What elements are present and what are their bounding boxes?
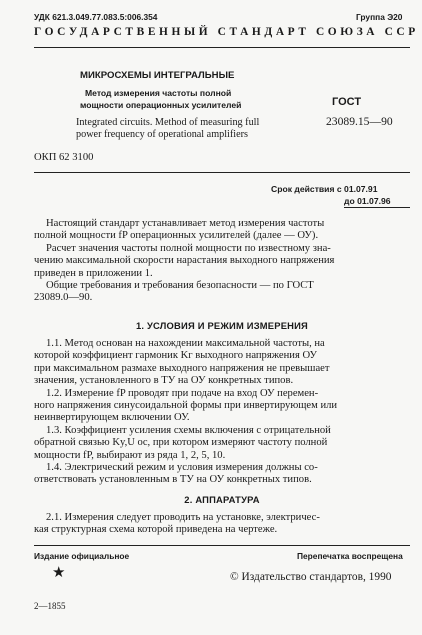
text-line: чению максимальной скорости нарастания выходного напряжения: [34, 255, 335, 267]
text-line: Общие требования и требования безопасности — по ГОСТ: [46, 280, 314, 292]
text-line: полной мощности fP операционных усилителей (далее — ОУ).: [34, 230, 319, 242]
text-line: 1.1. Метод основан на нахождении максимальной частоты, на: [46, 338, 325, 349]
gost-label: ГОСТ: [332, 96, 362, 108]
publisher-copyright: © Издательство стандартов, 1990: [230, 571, 392, 583]
text-line: 23089.0—90.: [34, 292, 93, 304]
text-line: 2.1. Измерения следует проводить на установке, электричес-: [46, 512, 320, 523]
page-code: 2—1855: [34, 601, 66, 611]
reprint-notice: Перепечатка воспрещена: [297, 551, 403, 561]
udk-code: УДК 621.3.049.77.083.5:006.354: [34, 12, 158, 22]
text-line: приведен в приложении 1.: [34, 267, 153, 279]
group-code: Группа Э20: [356, 12, 403, 22]
text-line: Расчет значения частоты полной мощности по известному зна-: [46, 242, 331, 254]
title-ru-sub2: мощности операционных усилителей: [80, 100, 242, 110]
text-line: 1.3. Коэффициент усиления схемы включения с отрицательной: [46, 424, 331, 436]
header-rule: [34, 47, 410, 48]
official-edition: Издание официальное: [34, 551, 130, 561]
section2-text: [34, 512, 410, 537]
footer-rule: [34, 545, 410, 546]
section1-text: [34, 338, 410, 487]
validity-underline: [344, 207, 410, 208]
text-line: обратной связью Ky,U oc, при котором измеряют частоту полной: [34, 437, 328, 449]
text-line: значения, установленного в ТУ на ОУ конкретных типов.: [34, 375, 294, 387]
text-line: Настоящий стандарт устанавливает метод измерения частоты: [46, 218, 325, 229]
text-line: кая структурная схема которой приведена на чертеже.: [34, 524, 278, 536]
okp-code: ОКП 62 3100: [34, 152, 94, 163]
title-ru-main: МИКРОСХЕМЫ ИНТЕГРАЛЬНЫЕ: [80, 70, 235, 81]
intro-text: [34, 218, 410, 305]
star-icon: ★: [52, 565, 66, 581]
text-line: ного напряжения синусоидальной формы при инвертирующем или: [34, 400, 338, 412]
title-ru-sub1: Метод измерения частоты полной: [85, 88, 232, 98]
title-en-line2: power frequency of operational amplifiers: [76, 129, 248, 140]
title-rule: [34, 172, 410, 173]
validity-to: до 01.07.96: [344, 196, 391, 206]
text-line: 1.2. Измерение fP проводят при подаче на вход ОУ перемен-: [46, 387, 319, 399]
gost-number: 23089.15—90: [326, 115, 393, 128]
validity-from: Срок действия с 01.07.91: [271, 184, 378, 194]
text-line: мощности fP, выбирают из ряда 1, 2, 5, 10.: [34, 449, 226, 461]
text-line: при максимальном размахе выходного напряжения не превышает: [34, 362, 330, 374]
text-line: ответствовать установленным в ТУ на ОУ конкретных типов.: [34, 474, 312, 486]
text-line: неинвертирующем включении ОУ.: [34, 412, 190, 424]
section1-heading: 1. УСЛОВИЯ И РЕЖИМ ИЗМЕРЕНИЯ: [135, 320, 308, 331]
text-line: которой коэффициент гармоник Kг выходного напряжения ОУ: [34, 350, 318, 362]
title-en-line1: Integrated circuits. Method of measuring full: [76, 117, 260, 128]
text-line: 1.4. Электрический режим и условия измерения должны со-: [46, 462, 318, 474]
section2-heading: 2. АППАРАТУРА: [184, 494, 260, 505]
agency-title: ГОСУДАРСТВЕННЫЙ СТАНДАРТ СОЮЗА ССР: [34, 26, 419, 38]
